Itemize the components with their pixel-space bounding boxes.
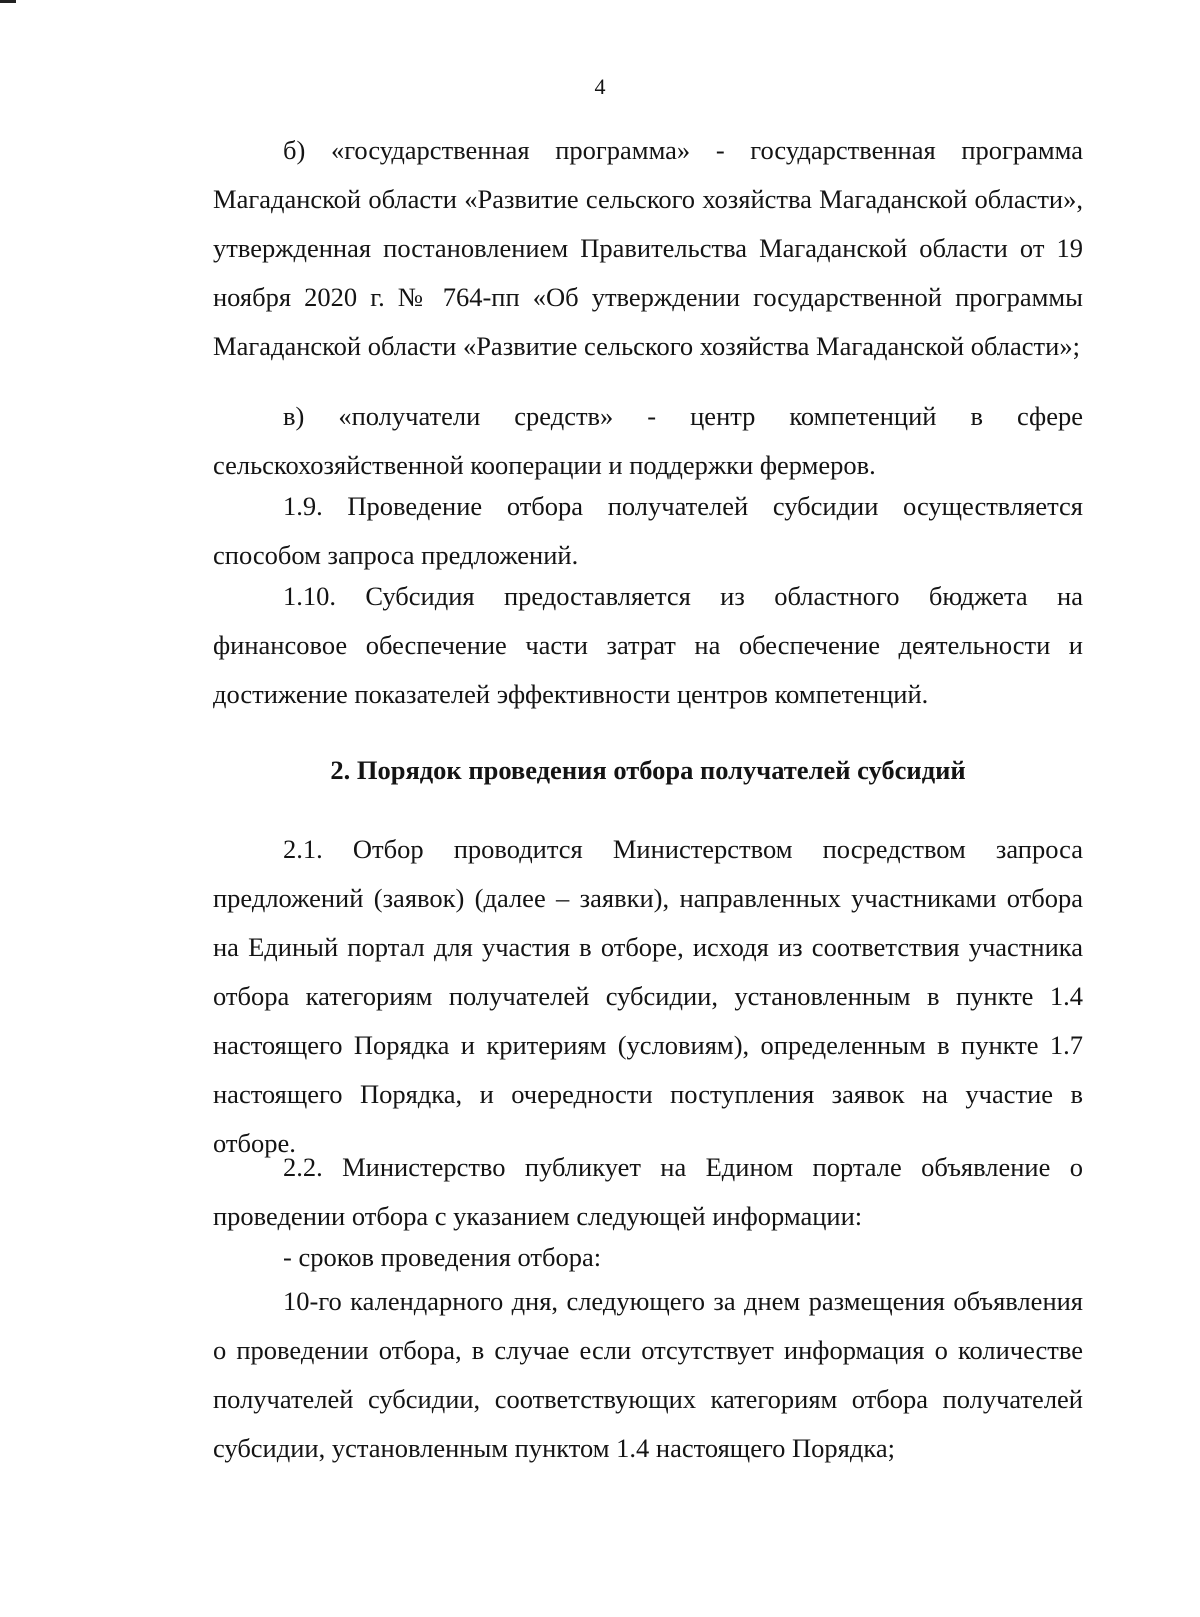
- paragraph-10th-day: 10-го календарного дня, следующего за днем размещения объявления о проведении отбора, в случае если отсутствует информация о количестве получателей субсидии, соответствующих категориям отбора получателей субсидии, установленным пунктом 1.4 настоящего Порядка;: [213, 1286, 1083, 1463]
- paragraph-2-2: 2.2. Министерство публикует на Едином портале объявление о проведении отбора с указанием следующей информации:: [213, 1152, 1083, 1231]
- paragraph-1-9: 1.9. Проведение отбора получателей субсидии осуществляется способом запроса предложений.: [213, 491, 1083, 570]
- section-2-heading: 2. Порядок проведения отбора получателей субсидий: [330, 755, 966, 785]
- paragraph-terms: - сроков проведения отбора:: [283, 1242, 602, 1272]
- paragraph-b-state-program: б) «государственная программа» - государственная программа Магаданской области «Развитие сельского хозяйства Магаданской области», утвержденная постановлением Правительства Магаданской области от 19 ноября 2020 г. № 764-пп «Об утверждении государственной программы Магаданской области «Развитие сельского хозяйства Магаданской области»;: [213, 135, 1083, 361]
- paragraph-2-1: 2.1. Отбор проводится Министерством посредством запроса предложений (заявок) (далее – заявки), направленных участниками отбора на Единый портал для участия в отборе, исходя из соответствия участника отбора категориям получателей субсидии, установленным в пункте 1.4 настоящего Порядка и критериям (условиям), определенным в пункте 1.7 настоящего Порядка, и очередности поступления заявок на участие в отборе.: [213, 834, 1083, 1158]
- scan-edge-mark: [0, 0, 16, 3]
- paragraph-v-recipients: в) «получатели средств» - центр компетенций в сфере сельскохозяйственной кооперации и поддержки фермеров.: [213, 401, 1083, 480]
- paragraph-1-10: 1.10. Субсидия предоставляется из областного бюджета на финансовое обеспечение части затрат на обеспечение деятельности и достижение показателей эффективности центров компетенций.: [213, 581, 1083, 709]
- page-number: 4: [594, 74, 606, 99]
